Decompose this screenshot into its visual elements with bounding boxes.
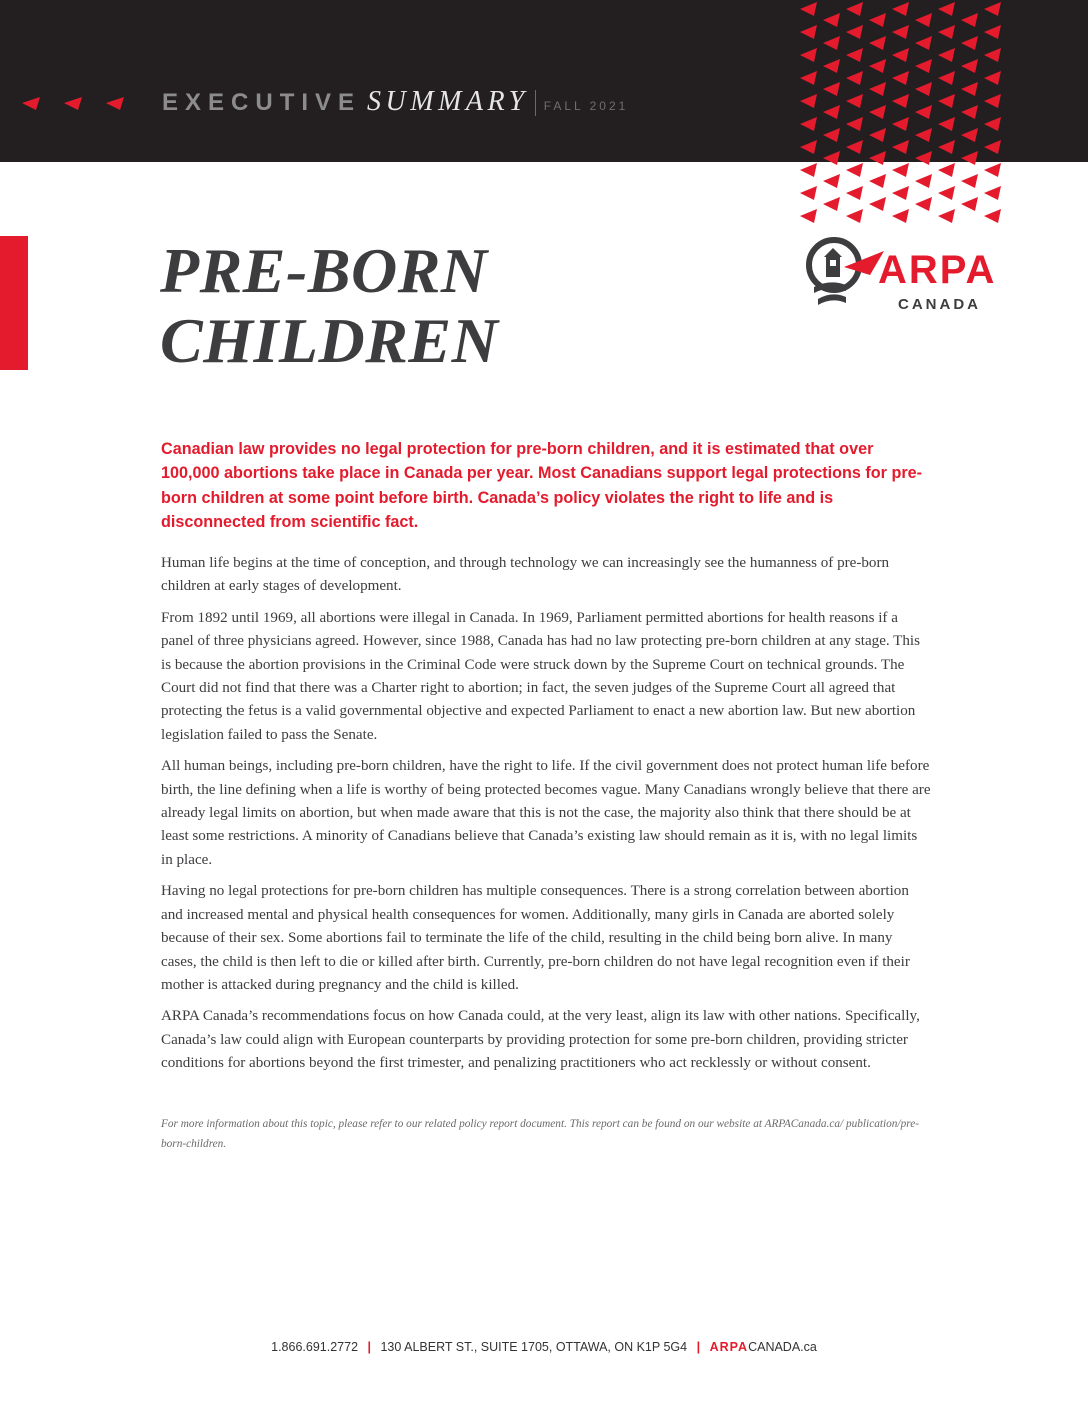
logo-arpa-text: ARPA xyxy=(878,248,997,292)
footer-phone: 1.866.691.2772 xyxy=(271,1340,359,1354)
page-title xyxy=(160,236,498,376)
pattern-triangle xyxy=(800,209,817,223)
paragraph: Having no legal protections for pre-born children has multiple consequences. There is a strong correlation between abortion and increased mental and physical health consequences for women. Additionally, many girls in Canada are aborted solely because of their sex. Some abortions fail to terminate the life of the child, resulting in the child being born alive. In many cases, the child is then left to die or killed after birth. Currently, pre-born children do not have legal recognition even if their mother is attacked during pregnancy and the child is killed. xyxy=(161,883,910,993)
paragraph: Human life begins at the time of conception, and through technology we can increasingly see the humanness of pre-born children at early stages of development. xyxy=(161,555,890,595)
footer xyxy=(0,1340,1088,1354)
arpa-canada-logo xyxy=(800,235,1010,315)
footer-web-rest: CANADA.ca xyxy=(748,1340,817,1354)
body-text xyxy=(161,552,931,1084)
page-title-line2: CHILDREN xyxy=(160,305,499,376)
pattern-triangle xyxy=(915,197,932,211)
header-band xyxy=(0,0,1088,162)
pattern-triangle xyxy=(961,174,978,188)
pattern-triangle xyxy=(892,209,909,223)
accent-side-bar xyxy=(0,236,28,370)
pattern-triangle xyxy=(938,163,955,177)
pattern-triangle xyxy=(846,163,863,177)
pattern-triangle xyxy=(938,209,955,223)
pattern-triangle xyxy=(984,209,1001,223)
header-divider xyxy=(535,90,536,116)
more-info-note: For more information about this topic, please refer to our related policy report document. This report can be found on our website at ARPACanada.ca/ publication/pre-born-children. xyxy=(161,1118,919,1150)
footer-website-link[interactable] xyxy=(710,1340,817,1354)
pattern-triangle xyxy=(823,174,840,188)
lighthouse-icon xyxy=(809,240,884,305)
paragraph: From 1892 until 1969, all abortions were illegal in Canada. In 1969, Parliament permitted abortions for health reasons if a panel of three physicians agreed. However, since 1988, Canada has had no law protecting pre-born children at any stage. This is because the abortion provisions in the Criminal Code were struck down by the Supreme Court on technical grounds. The Court did not find that there was a Charter right to abortion; in fact, the seven judges of the Supreme Court all agreed that protecting the fetus is a valid governmental objective and expected Parliament to enact a new abortion law. But new abortion legislation failed to pass the Senate. xyxy=(161,609,920,743)
logo-canada-text: CANADA xyxy=(898,296,981,313)
footer-separator: | xyxy=(367,1340,371,1354)
pattern-triangle xyxy=(915,174,932,188)
pattern-triangle xyxy=(938,186,955,200)
pattern-triangle xyxy=(984,186,1001,200)
pattern-triangle xyxy=(869,174,886,188)
pattern-triangle xyxy=(846,186,863,200)
arrow-triangles-icon xyxy=(22,95,142,111)
pattern-triangle xyxy=(984,163,1001,177)
pattern-triangle xyxy=(800,186,817,200)
footer-separator: | xyxy=(696,1340,701,1354)
pattern-triangle xyxy=(892,186,909,200)
footer-web-brand: ARPA xyxy=(709,1340,749,1354)
header-title-executive: EXECUTIVE xyxy=(162,89,362,116)
paragraph: ARPA Canada’s recommendations focus on how Canada could, at the very least, align its law with other nations. Specifically, Canada’s law could align with European counterparts by providing protection for some pre-born children, providing stricter conditions for abortions beyond the first trimester, and penalizing practitioners who act recklessly or without consent. xyxy=(161,1008,920,1072)
footer-address: 130 ALBERT ST., SUITE 1705, OTTAWA, ON K1P 5G4 xyxy=(380,1340,688,1354)
header-title-summary: SUMMARY xyxy=(367,86,529,117)
pattern-triangle xyxy=(823,197,840,211)
header-date: FALL 2021 xyxy=(543,99,629,113)
pattern-triangle xyxy=(961,197,978,211)
page-title-line1: PRE-BORN xyxy=(160,235,488,306)
lead-summary: Canadian law provides no legal protection for pre-born children, and it is estimated that over 100,000 abortions take place in Canada per year. Most Canadians support legal protections for pre-born children at some point before birth. Canada’s policy violates the right to life and is disconnected from scientific fact. xyxy=(161,440,923,531)
pattern-triangle xyxy=(800,163,817,177)
pattern-triangle xyxy=(869,197,886,211)
paragraph: All human beings, including pre-born children, have the right to life. If the civil government does not protect human life before birth, the line defining when a life is worthy of being protected becomes vague. Many Canadians wrongly believe that there are already legal limits on abortion, but when made aware that this is not the case, the majority also think that there should be at least some restrictions. A minority of Canadians believe that Canada’s existing law should remain as it is, with no legal limits in place. xyxy=(161,758,931,868)
header-title xyxy=(162,86,628,120)
pattern-triangle xyxy=(892,163,909,177)
pattern-triangle xyxy=(846,209,863,223)
